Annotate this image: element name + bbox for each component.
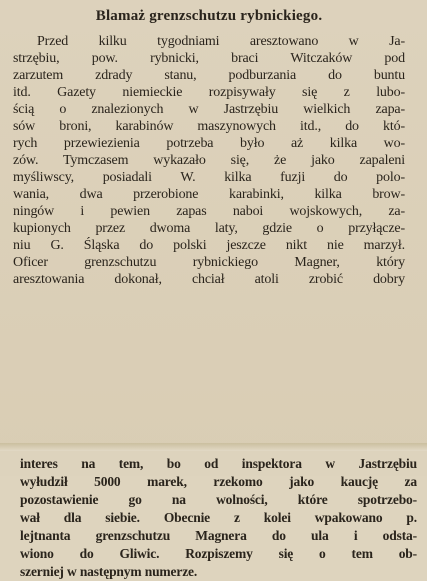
article-line: zów. Tymczasem wykazało się, że jako zapaleni [13, 153, 405, 168]
article-bottom-fragment [0, 451, 427, 579]
article-line: szerniej w następnym numerze. [20, 564, 198, 579]
article-line: strzębiu, pow. rybnicki, braci Witczaków pod [13, 51, 405, 66]
article-line: rych przewiezienia potrzeba było aż kilka wo- [13, 136, 405, 151]
article-line: ścią o znalezionych w Jastrzębiu wielkich zapa- [13, 102, 405, 117]
article-line: Oficer grenzschutzu rybnickiego Magner, który [13, 255, 405, 270]
article-line: Przed kilku tygodniami aresztowano w Ja- [37, 34, 405, 49]
article-line: wania, dwa przerobione karabinki, kilka brow- [13, 187, 405, 202]
article-line: sów broni, karabinów maszynowych itd., do któ- [13, 119, 405, 134]
article-line: kupionych przez dwoma laty, gdzie o przyłącze- [13, 221, 405, 236]
article-line: zarzutem zdrady stanu, podburzania do buntu [13, 68, 405, 83]
article-line: interes na tem, bo od inspektora w Jastrzębiu [20, 456, 417, 471]
article-line: wyłudził 5000 marek, rzekomo jako kaucję za [20, 474, 417, 489]
article-line: lejtnanta grenzschutzu Magnera do ula i odsta- [20, 528, 417, 543]
article-line: wiono do Gliwic. Rozpiszemy się o tem ob- [20, 546, 417, 561]
article-line: pozostawienie go na wolności, które spotrzebo- [20, 492, 417, 507]
article-line: wał dla siebie. Obecnie z kolei wpakowano p. [20, 510, 417, 525]
article-line: ningów i pewien zapas naboi wojskowych, za- [13, 204, 405, 219]
article-line: niu G. Śląska do polski jeszcze nikt nie marzył. [13, 238, 405, 253]
clipping-divider [0, 443, 427, 451]
article-line: aresztowania dokonał, chciał atoli zrobić dobry [13, 272, 405, 287]
article-headline: Blamaż grenzschutzu rybnickiego. [95, 8, 323, 24]
article-part1 [13, 33, 405, 288]
article-part2 [20, 455, 417, 581]
article-line: myśliwscy, posiadali W. kilka fuzji do polo- [13, 170, 405, 185]
article-line: itd. Gazety niemieckie rozpisywały się z lubo- [13, 85, 405, 100]
